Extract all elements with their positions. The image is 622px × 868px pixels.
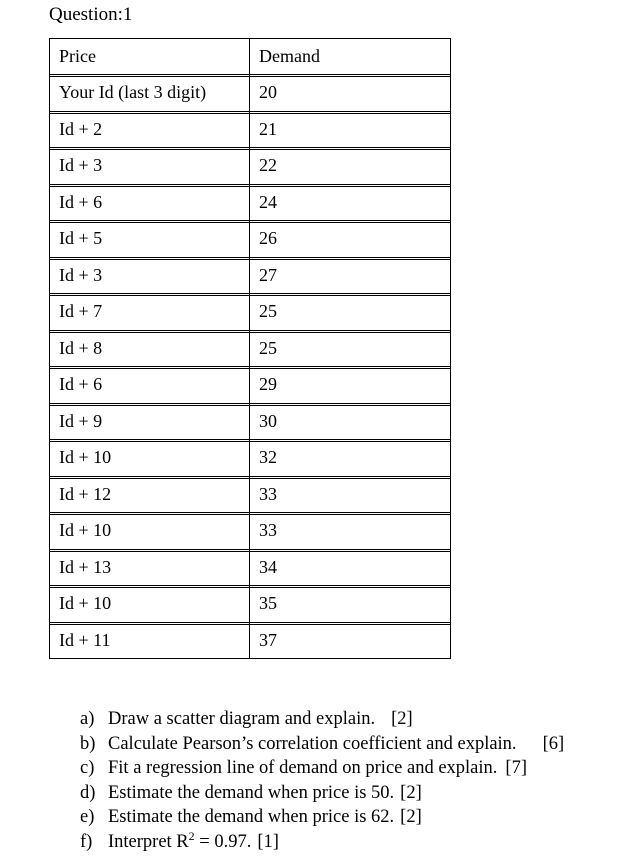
demand-cell: 20	[250, 75, 451, 112]
demand-cell: 30	[250, 403, 451, 440]
question-text: Interpret $R^2 = 0.97$.	[108, 828, 252, 852]
table-row	[50, 330, 451, 367]
header-demand: Demand	[250, 39, 451, 75]
table-row	[50, 257, 451, 294]
question-marks: [1]	[257, 831, 279, 852]
price-cell: Id + 10	[50, 513, 250, 550]
price-cell: Id + 6	[50, 184, 250, 221]
table-row	[50, 75, 451, 112]
table-row	[50, 294, 451, 331]
question-label: b)	[80, 733, 96, 754]
table-row	[50, 586, 451, 623]
demand-cell: 37	[250, 622, 451, 659]
question-item	[80, 707, 564, 732]
r-squared-superscript: 2	[188, 828, 195, 843]
question-text: Estimate the demand when price is 50.	[108, 782, 395, 803]
demand-cell: 24	[250, 184, 451, 221]
table-row	[50, 622, 451, 659]
table-row	[50, 111, 451, 148]
question-marks: [7]	[505, 758, 527, 778]
table-row	[50, 513, 451, 550]
question-text: Fit a regression line of demand on price and explain.	[108, 758, 498, 778]
demand-cell: 25	[250, 294, 451, 331]
price-cell: Id + 11	[50, 622, 250, 659]
price-cell: Your Id (last 3 digit)	[50, 75, 250, 112]
question-label: d)	[80, 782, 96, 803]
price-cell: Id + 10	[50, 586, 250, 623]
question-item	[80, 732, 564, 757]
demand-cell: 26	[250, 221, 451, 258]
question-label: c)	[80, 758, 95, 778]
question-marks: [2]	[391, 709, 413, 729]
demand-cell: 33	[250, 476, 451, 513]
demand-cell: 21	[250, 111, 451, 148]
question-marks: [6]	[542, 733, 565, 754]
price-cell: Id + 12	[50, 476, 250, 513]
price-demand-table	[49, 38, 451, 659]
question-list	[80, 707, 564, 854]
table-header-row	[50, 39, 451, 75]
table-row	[50, 221, 451, 258]
price-cell: Id + 3	[50, 257, 250, 294]
price-cell: Id + 8	[50, 330, 250, 367]
price-cell: Id + 3	[50, 148, 250, 185]
demand-cell: 33	[250, 513, 451, 550]
question-title: Question:1	[49, 4, 133, 25]
table-row	[50, 184, 451, 221]
demand-cell: 32	[250, 440, 451, 477]
table-row	[50, 549, 451, 586]
question-label: a)	[80, 709, 95, 729]
table-row	[50, 476, 451, 513]
question-text: Estimate the demand when price is 62.	[108, 807, 395, 827]
question-text: Draw a scatter diagram and explain.	[108, 709, 376, 729]
price-cell: Id + 7	[50, 294, 250, 331]
question-label: f)	[80, 831, 93, 852]
demand-cell: 22	[250, 148, 451, 185]
table-row	[50, 367, 451, 404]
price-cell: Id + 5	[50, 221, 250, 258]
question-item	[80, 830, 564, 855]
price-cell: Id + 6	[50, 367, 250, 404]
table-row	[50, 440, 451, 477]
demand-cell: 29	[250, 367, 451, 404]
question-label: e)	[80, 807, 95, 827]
demand-cell: 25	[250, 330, 451, 367]
demand-cell: 35	[250, 586, 451, 623]
question-marks: [2]	[400, 807, 422, 827]
question-marks: [2]	[400, 782, 422, 803]
question-item	[80, 781, 564, 806]
price-cell: Id + 2	[50, 111, 250, 148]
demand-cell: 34	[250, 549, 451, 586]
question-item	[80, 805, 564, 830]
table-row	[50, 148, 451, 185]
demand-cell: 27	[250, 257, 451, 294]
price-cell: Id + 13	[50, 549, 250, 586]
question-item	[80, 756, 564, 781]
price-cell: Id + 10	[50, 440, 250, 477]
header-price: Price	[50, 39, 250, 75]
price-cell: Id + 9	[50, 403, 250, 440]
table-row	[50, 403, 451, 440]
question-text: Calculate Pearson’s correlation coefficient and explain.	[108, 733, 517, 754]
